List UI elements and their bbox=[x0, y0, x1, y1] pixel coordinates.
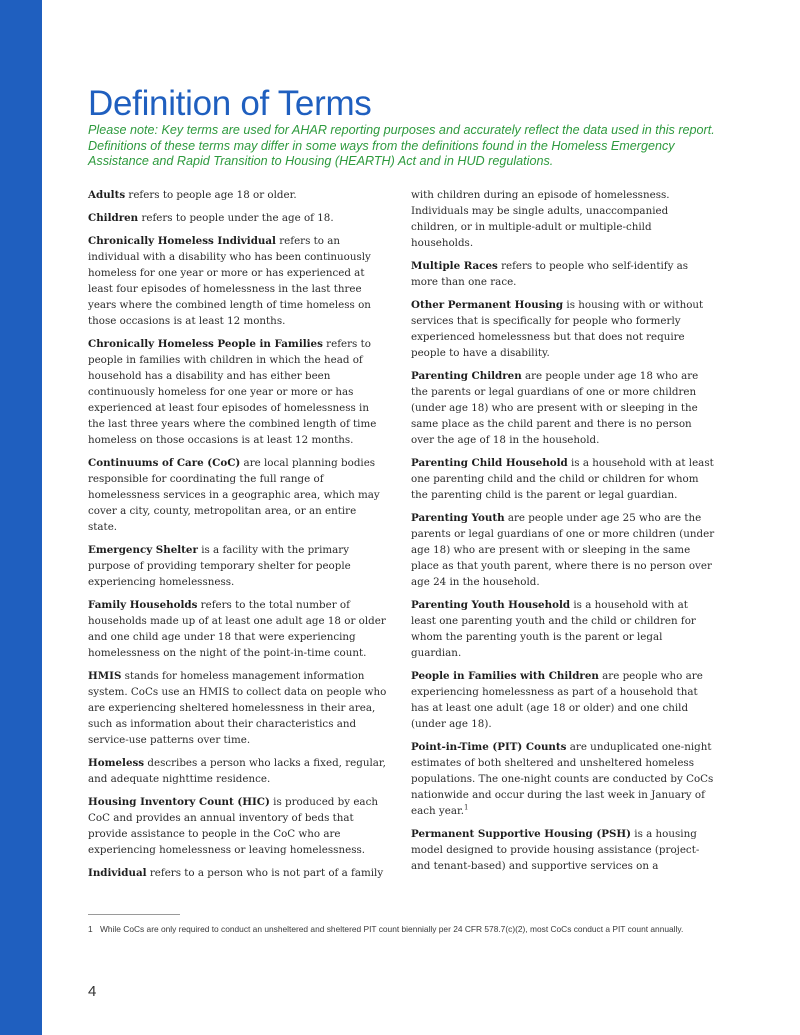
page-title: Definition of Terms bbox=[88, 84, 372, 123]
definition-entry bbox=[411, 826, 715, 874]
right-column bbox=[411, 187, 715, 881]
definition-term: Permanent Supportive Housing (PSH) bbox=[411, 828, 631, 840]
definition-term: HMIS bbox=[88, 670, 122, 682]
definition-entry bbox=[411, 597, 715, 661]
definition-entry bbox=[88, 233, 388, 329]
left-column bbox=[88, 187, 388, 888]
definition-entry bbox=[88, 210, 388, 226]
definition-term: Parenting Youth Household bbox=[411, 599, 571, 611]
definition-term: Homeless bbox=[88, 757, 145, 769]
definition-text: refers to people under the age of 18. bbox=[138, 212, 334, 224]
definition-text: is produced by each CoC and provides an annual inventory of beds that provide assistance to people in the CoC who are experiencing homelessness or leaving homelessness. bbox=[88, 796, 378, 856]
definition-term: Point-in-Time (PIT) Counts bbox=[411, 741, 567, 753]
definition-term: Parenting Children bbox=[411, 370, 522, 382]
definition-entry bbox=[411, 297, 715, 361]
definition-term: Chronically Homeless Individual bbox=[88, 235, 276, 247]
definition-entry bbox=[88, 794, 388, 858]
definition-entry bbox=[88, 597, 388, 661]
definition-text: is a household with at least one parenting youth and the child or children for whom the parenting youth is the parent or legal guardian. bbox=[411, 599, 696, 659]
definition-entry bbox=[88, 542, 388, 590]
footnote bbox=[88, 924, 730, 935]
definition-entry bbox=[88, 187, 388, 203]
definition-text: refers to people in families with children in which the head of household has a disability and has either been continuously homeless for one year or more or has experienced at least four episodes of homelessness in the last three years where the combined length of time homeless on those occasions is at least 12 months. bbox=[88, 338, 377, 446]
definition-entry bbox=[88, 668, 388, 748]
definition-term: Children bbox=[88, 212, 139, 224]
definition-text: is a household with at least one parenting child and the child or children for whom the parenting child is the parent or legal guardian. bbox=[411, 457, 714, 501]
definition-term: Family Households bbox=[88, 599, 198, 611]
definition-text: stands for homeless management information system. CoCs use an HMIS to collect data on people who are experiencing sheltered homelessness in their area, such as information about their characteristics and service-use patterns over time. bbox=[88, 670, 387, 746]
definition-text: refers to people age 18 or older. bbox=[125, 189, 297, 201]
definition-term: People in Families with Children bbox=[411, 670, 599, 682]
definition-text: is a housing model designed to provide housing assistance (project- and tenant-based) and supportive services on a bbox=[411, 828, 700, 872]
definition-text: refers to people who self-identify as more than one race. bbox=[411, 260, 689, 288]
definition-term: Continuums of Care (CoC) bbox=[88, 457, 241, 469]
definition-text: are people who are experiencing homelessness as part of a household that has at least one adult (age 18 or older) and one child (under age 18). bbox=[411, 670, 703, 730]
side-color-bar bbox=[0, 0, 42, 1035]
footnote-text: While CoCs are only required to conduct an unsheltered and sheltered PIT count biennially per 24 CFR 578.7(c)(2), most CoCs conduct a PIT count annually. bbox=[100, 924, 684, 934]
definition-term: Parenting Child Household bbox=[411, 457, 568, 469]
definition-term: Housing Inventory Count (HIC) bbox=[88, 796, 270, 808]
definition-text: is a facility with the primary purpose of providing temporary shelter for people experiencing homelessness. bbox=[88, 544, 351, 588]
definition-term: Other Permanent Housing bbox=[411, 299, 564, 311]
definition-entry bbox=[411, 258, 715, 290]
definition-text: are unduplicated one-night estimates of both sheltered and unsheltered homeless populations. The one-night counts are conducted by CoCs nationwide and occur during the last week in January of each year. bbox=[411, 741, 714, 817]
definition-term: Chronically Homeless People in Families bbox=[88, 338, 323, 350]
page-number: 4 bbox=[88, 983, 97, 1000]
definition-entry bbox=[88, 755, 388, 787]
definition-text: describes a person who lacks a fixed, regular, and adequate nighttime residence. bbox=[88, 757, 386, 785]
definition-entry bbox=[88, 865, 388, 881]
definition-entry bbox=[411, 455, 715, 503]
definition-text: are people under age 25 who are the parents or legal guardians of one or more children (under age 18) who are present with or sleeping in the same place as that youth parent, where there is no person over age 24 in the household. bbox=[411, 512, 715, 588]
definition-term: Multiple Races bbox=[411, 260, 498, 272]
definition-text: are local planning bodies responsible for coordinating the full range of homelessness services in a geographic area, which may cover a city, county, metropolitan area, or an entire state. bbox=[88, 457, 380, 533]
definition-text: is housing with or without services that is specifically for people who formerly experienced homelessness but that does not require people to have a disability. bbox=[411, 299, 704, 359]
definition-term: Emergency Shelter bbox=[88, 544, 198, 556]
definition-entry bbox=[411, 368, 715, 448]
definition-text: are people under age 18 who are the parents or legal guardians of one or more children (under age 18) who are present with or sleeping in the same place as the child parent and there is no person over the age of 18 in the household. bbox=[411, 370, 699, 446]
definition-text: refers to a person who is not part of a family bbox=[146, 867, 384, 879]
footnote-number: 1 bbox=[88, 924, 93, 934]
definition-term: Individual bbox=[88, 867, 147, 879]
definition-entry bbox=[88, 455, 388, 535]
definition-text: refers to an individual with a disability who has been continuously homeless for one year or more or has experienced at least four episodes of homelessness in the last three years where the combined length of time homeless on those occasions is at least 12 months. bbox=[88, 235, 371, 327]
definition-entry bbox=[411, 739, 715, 819]
intro-note: Please note: Key terms are used for AHAR reporting purposes and accurately reflect the data used in this report. Definitions of these terms may differ in some ways from the definitions found in the Homeless Emergency Assistance and Rapid Transition to Housing (HEARTH) Act and in HUD regulations. bbox=[88, 123, 715, 168]
definition-term: Adults bbox=[88, 189, 126, 201]
definition-text: refers to the total number of households made up of at least one adult age 18 or older and one child age under 18 that were experiencing homelessness on the night of the point-in-time count. bbox=[88, 599, 386, 659]
definition-entry bbox=[411, 668, 715, 732]
footnote-reference: 1 bbox=[464, 803, 469, 812]
footnote-divider bbox=[88, 914, 180, 915]
definition-entry bbox=[88, 336, 388, 448]
definition-continuation: with children during an episode of homelessness. Individuals may be single adults, unaccompanied children, or in multiple-adult or multiple-child households. bbox=[411, 189, 670, 249]
definition-entry bbox=[411, 510, 715, 590]
definition-term: Parenting Youth bbox=[411, 512, 505, 524]
